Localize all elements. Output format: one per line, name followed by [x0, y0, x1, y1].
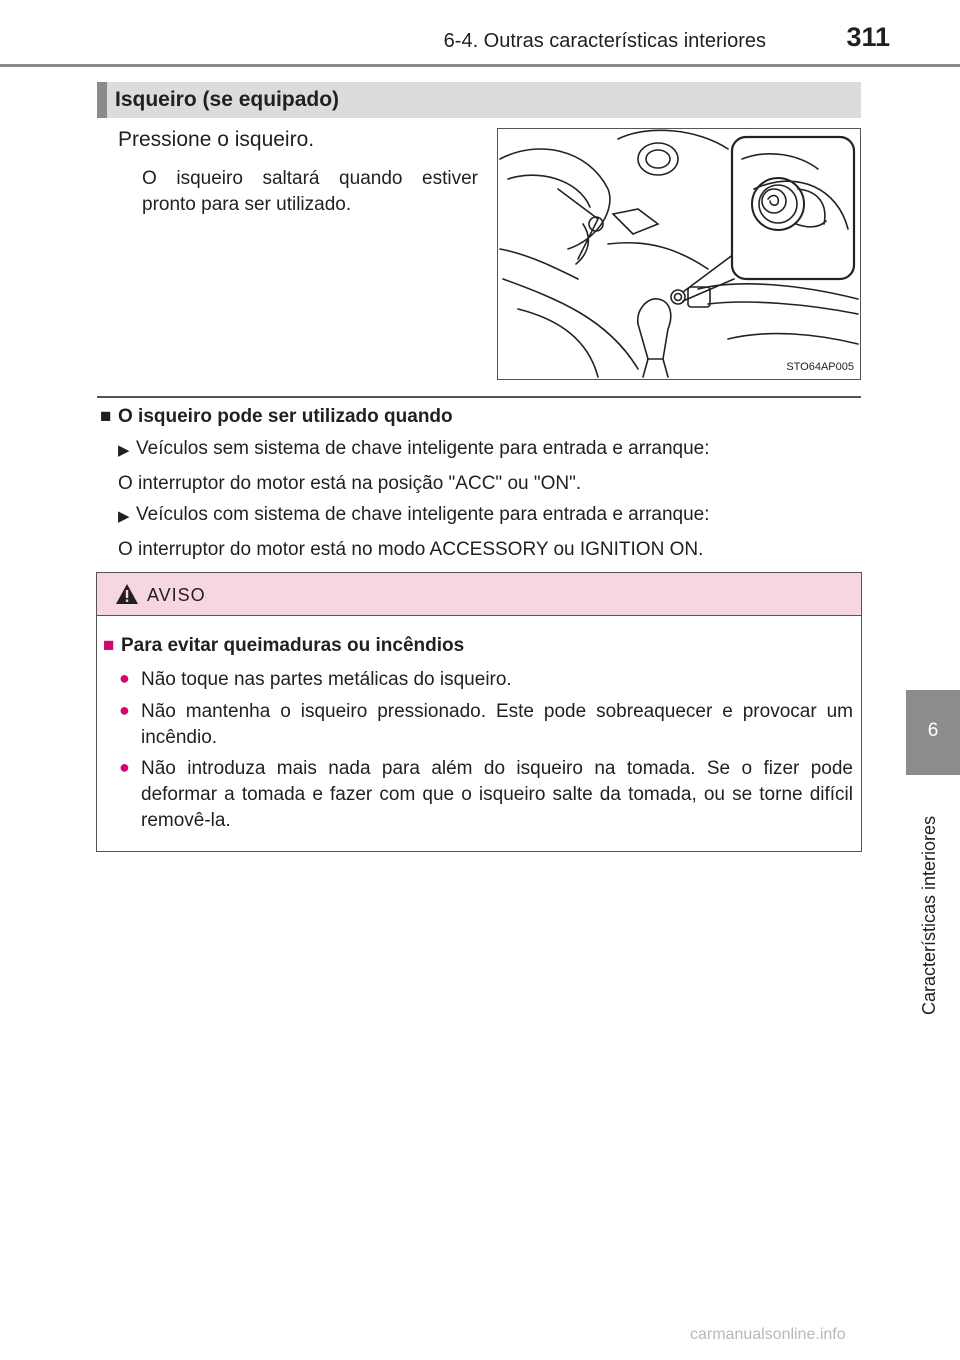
running-header-section: 6-4. Outras características interiores [443, 30, 766, 52]
bullet-dot-icon: ● [119, 700, 130, 720]
note-title: O isqueiro pode ser utilizado quando [118, 406, 453, 427]
bullet-dot-icon: ● [119, 668, 130, 688]
warning-item-3: Não introduza mais nada para além do isqueiro na tomada. Se o fizer pode deformar a tomada e fazer com que o isqueiro salte da tomada, ou se torne difícil removê-la. [141, 758, 853, 831]
note-condition-1: Veículos sem sistema de chave inteligente para entrada e arranque: [136, 438, 710, 459]
warning-box [96, 572, 862, 852]
note-bullet: ■ [100, 406, 112, 427]
page-number: 311 [846, 22, 890, 52]
watermark: carmanualsonline.info [690, 1326, 846, 1343]
section-heading-bar [97, 82, 107, 118]
figure-code: STO64AP005 [786, 361, 854, 373]
instruction-text: Pressione o isqueiro. [118, 128, 315, 151]
bullet-dot-icon: ● [119, 757, 130, 777]
note-result-1: O interruptor do motor está na posição "ACC" ou "ON". [118, 473, 582, 494]
chapter-tab-title [906, 775, 960, 1030]
warning-title: Para evitar queimaduras ou incêndios [121, 635, 465, 656]
header-rule [0, 64, 960, 67]
warning-item-2: Não mantenha o isqueiro pressionado. Este pode sobreaquecer e provocar um incêndio. [141, 701, 853, 748]
instruction-note: O isqueiro saltará quando estiver pronto para ser utilizado. [142, 168, 478, 215]
warning-triangle-icon [115, 583, 139, 605]
arrow-right-icon: ▶ [118, 508, 130, 525]
cigarette-lighter-illustration [497, 128, 861, 380]
chapter-tab-number [906, 690, 960, 775]
warning-label: AVISO [147, 585, 206, 605]
section-heading [97, 82, 861, 118]
warning-bullet: ■ [103, 635, 115, 656]
chapter-number: 6 [927, 720, 939, 741]
warning-item-1: Não toque nas partes metálicas do isqueiro. [141, 669, 512, 690]
note-condition-2: Veículos com sistema de chave inteligente para entrada e arranque: [136, 504, 710, 525]
warning-header [97, 573, 861, 616]
chapter-title: Características interiores [919, 815, 939, 1015]
dashboard-drawing [498, 129, 860, 379]
arrow-right-icon: ▶ [118, 442, 130, 459]
section-divider [97, 396, 861, 398]
section-title: Isqueiro (se equipado) [115, 88, 340, 111]
note-result-2: O interruptor do motor está no modo ACCESSORY ou IGNITION ON. [118, 539, 704, 560]
